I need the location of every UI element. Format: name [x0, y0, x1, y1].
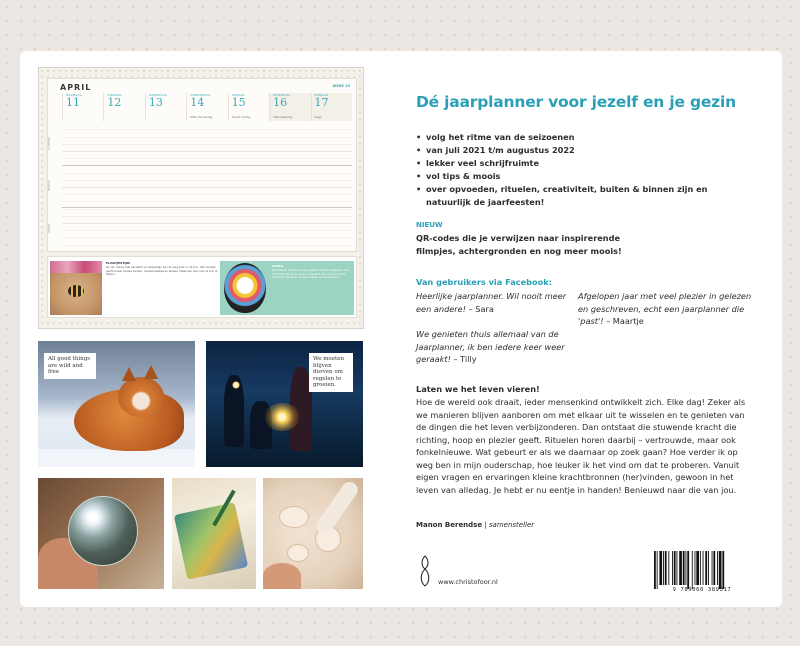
facebook-title: Van gebruikers via Facebook:: [416, 277, 552, 287]
testimonial: We genieten thuis allemaal van de Jaarplanner, ik ben iedere keer weer geraakt! – Tilly: [416, 329, 565, 364]
planner-green-panel: [220, 261, 354, 315]
isbn-number: 9 789060 389317: [672, 587, 732, 593]
planner-day: MAANDAG 11: [62, 93, 103, 121]
planner-section-label: OCHTEND: [48, 137, 51, 151]
feature-item: • van juli 2021 t/m augustus 2022: [416, 144, 746, 157]
new-label: NIEUW: [416, 221, 443, 229]
planner-month: APRIL: [60, 83, 92, 92]
planner-tips-strip: [47, 256, 357, 318]
fox-photo: [38, 341, 195, 467]
planner-day: ZONDAG 17 Pasen: [311, 93, 352, 121]
feature-item: • lekker veel schrijfruimte: [416, 157, 746, 170]
bee-photo: [50, 261, 102, 315]
feature-list: [416, 131, 746, 209]
new-feature-text: QR-codes die je verwijzen naar inspirerende filmpjes, achtergronden en nog meer moois!: [416, 233, 622, 256]
fox-quote-card: All good things are wild and free: [44, 353, 96, 379]
planner-day: VRIJDAG 15 Goede Vrijdag: [228, 93, 269, 121]
planner-day-headers: [62, 93, 352, 121]
headline: Dé jaarplanner voor jezelf en je gezin: [416, 93, 736, 111]
planner-day: DONDERDAG 14 Witte Donderdag: [186, 93, 227, 121]
planner-writing-lines: [62, 123, 352, 247]
testimonial: Afgelopen jaar met veel plezier in gelezen en geschreven, echt een jaarplanner die 'past'! – Maartje: [578, 291, 752, 326]
feature-item: • vol tips & moois: [416, 170, 746, 183]
planner-week-number: WEEK 15: [332, 84, 350, 88]
planner-section-label: MIDDAG: [48, 180, 51, 192]
coloring-book-photo: [172, 478, 256, 589]
planner-day: DINSDAG 12: [103, 93, 144, 121]
planner-day: WOENSDAG 13: [145, 93, 186, 121]
planner-spread-image: [38, 67, 364, 329]
planner-tip: PLANTJESTIJD! Zo van nature met aandacht en bewustzijn aan de slag gaan in de tuin. Het voorjaar geeft zoveel nieuwe kansen, nieuwe zaadjes en stekjes. Maak een plan voor je tuin of balkon.: [106, 262, 218, 277]
night-quote-card: We moeten blijven durven om regelen te groeien.: [309, 353, 353, 392]
decorated-egg-image: [224, 263, 266, 313]
testimonial: Heerlijke jaarplanner. Wil nooit meer een andere! – Sara: [416, 291, 567, 314]
publisher-website: www.christofoor.nl: [438, 578, 498, 586]
feature-item: • volg het ritme van de seizoenen: [416, 131, 746, 144]
planner-week-page: [47, 78, 357, 252]
feature-item: • over opvoeden, rituelen, creativiteit, buiten & binnen zijn en natuurlijk de jaarfeesten!: [416, 183, 746, 209]
author-credit: Manon Berendse | samensteller: [416, 521, 535, 529]
planner-section-label: AVOND: [48, 223, 51, 233]
story-title: Laten we het leven vieren!: [416, 384, 540, 394]
glass-ball-photo: [38, 478, 164, 589]
planner-day: ZATERDAG 16 Stille Zaterdag: [269, 93, 310, 121]
book-back-cover: [20, 51, 782, 607]
story-text: Hoe de wereld ook draait, ieder mensenkind ontwikkelt zich. Elke dag! Zeker als we manieren blijven aanboren om met elkaar uit te wisselen en te genieten van de dingen die het leven verbijzonderen. Dan ontstaat die stuwende kracht die richting, hoop en plezier geeft. Rituelen horen daarbij – vertrouwde, maar ook fonkelnieuwe. Wat gebeurt er als we daarnaar op zoek gaan? Hoe verder ik op weg ben in mijn ouderschap, hoe leuker ik het vind om dat te proberen. Vanuit eigen vragen en ervaringen kleine krachtbronnen (her)vinden, gewoon in het leven van alledag. Je hebt er nu eentje in handen! Benieuwd naar die van jou.: [416, 397, 746, 495]
planner-green-text: PASEN Rond Pasen maken we een paasstuk of een paasboom. Het licht komt terug, de natuur ontwaakt. Een mooi moment om samen te vieren en stil te staan bij nieuw leven.: [272, 265, 349, 280]
night-lantern-photo: [206, 341, 363, 467]
christofoor-logo-icon: [418, 554, 432, 588]
dough-cutting-photo: [263, 478, 363, 589]
